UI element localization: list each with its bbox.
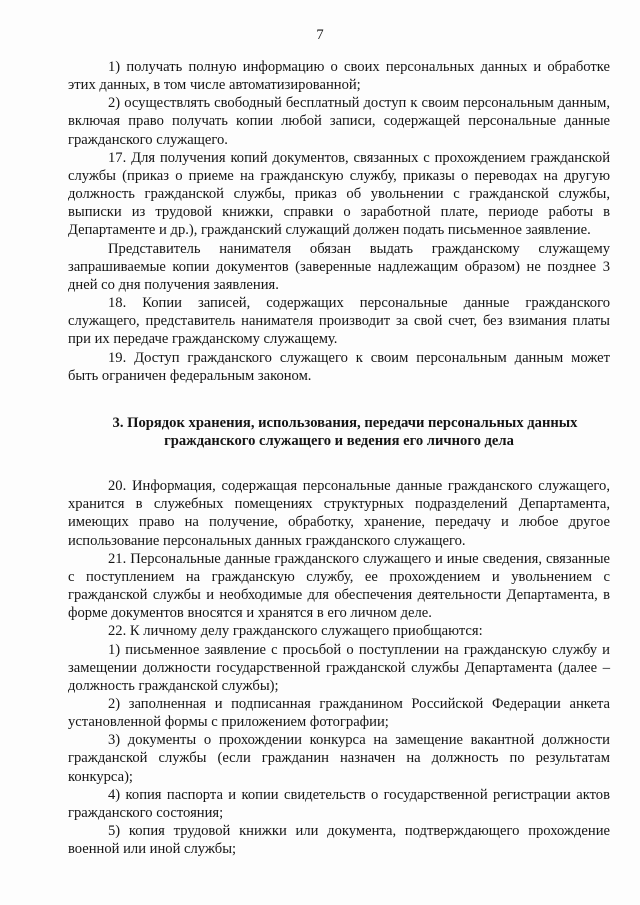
list-item: 3) документы о прохождении конкурса на замещение вакантной должности гражданской службы (если гражданин назначен на должность по результатам конкурса); bbox=[68, 732, 610, 785]
paragraph: 21. Персональные данные гражданского служащего и иные сведения, связанные с поступлением на гражданскую службу, ее прохождением и увольнением с гражданской службы и необходимые для обеспечения деятельности Департамента, в форме документов вносятся и хранятся в его личном деле. bbox=[68, 550, 610, 622]
paragraph: 20. Информация, содержащая персональные данные гражданского служащего, хранится в служебных помещениях структурных подразделений Департамента, имеющих право на получение, обработку, хранение, передачу и любое другое использование персональных данных гражданского служащего. bbox=[68, 478, 610, 549]
paragraph: 1) получать полную информацию о своих персональных данных и обработке этих данных, в том числе автоматизированной; bbox=[68, 59, 610, 94]
paragraph: 2) осуществлять свободный бесплатный доступ к своим персональным данным, включая право получать копии любой записи, содержащей персональные данные гражданского служащего. bbox=[68, 95, 610, 148]
list-item: 2) заполненная и подписанная гражданином Российской Федерации анкета установленной формы с приложением фотографии; bbox=[68, 696, 610, 731]
page-number: 7 bbox=[316, 27, 324, 43]
document-body bbox=[68, 58, 610, 858]
paragraph: Представитель нанимателя обязан выдать гражданскому служащему запрашиваемые копии документов (заверенные надлежащим образом) не позднее 3 дней со дня получения заявления. bbox=[68, 240, 610, 293]
paragraph: 18. Копии записей, содержащих персональные данные гражданского служащего, представитель нанимателя производит за свой счет, без взимания платы при их передаче гражданскому служащему. bbox=[68, 295, 610, 348]
paragraph: 19. Доступ гражданского служащего к своим персональным данным может быть ограничен федеральным законом. bbox=[68, 349, 610, 384]
section-heading bbox=[68, 414, 610, 450]
list-item: 1) письменное заявление с просьбой о поступлении на гражданскую службу и замещении должности государственной гражданской службы Департамента (далее – должность гражданской службы); bbox=[68, 641, 610, 694]
list-item: 5) копия трудовой книжки или документа, подтверждающего прохождение военной или иной службы; bbox=[68, 823, 610, 858]
paragraph: 17. Для получения копий документов, связанных с прохождением гражданской службы (приказ о приеме на гражданскую службу, приказы о переводах на другую должность гражданской службы, приказ об увольнении с гражданской службы, выписки из трудовой книжки, справки о заработной плате, периоде работы в Департаменте и др.), гражданский служащий должен подать письменное заявление. bbox=[68, 149, 610, 239]
section-heading-line: 3. Порядок хранения, использования, передачи персональных данных bbox=[112, 414, 578, 431]
paragraph: 22. К личному делу гражданского служащего приобщаются: bbox=[108, 623, 483, 640]
section-heading-line: гражданского служащего и ведения его личного дела bbox=[164, 432, 514, 449]
list-item: 4) копия паспорта и копии свидетельств о государственной регистрации актов гражданского состояния; bbox=[68, 786, 610, 821]
